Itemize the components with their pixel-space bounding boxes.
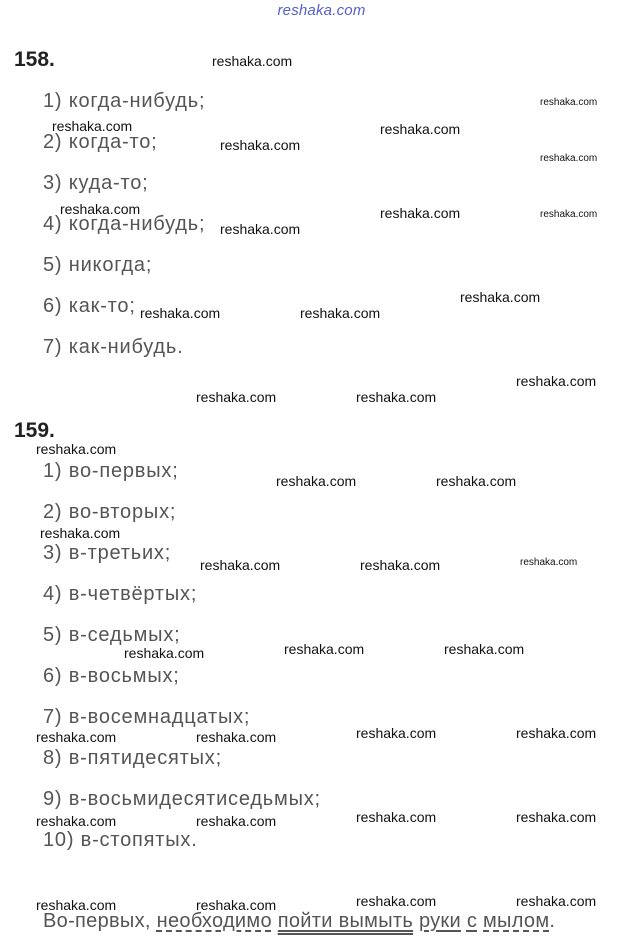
watermark: reshaka.com xyxy=(52,118,133,134)
sentence-adverbial-soap: мылом xyxy=(483,910,550,932)
watermark: reshaka.com xyxy=(540,97,598,108)
task158-item-5: 5) никогда; xyxy=(43,254,153,276)
task159-item-2: 2) во-вторых; xyxy=(43,501,177,523)
task159-item-9: 9) в-восьмидесятиседьмых; xyxy=(43,788,321,810)
sentence-predicate-modal: необходимо xyxy=(156,910,272,932)
watermark: reshaka.com xyxy=(356,893,437,909)
watermark: reshaka.com xyxy=(380,205,461,221)
task159-item-5: 5) в-седьмых; xyxy=(43,624,181,646)
sentence-preposition: с xyxy=(466,910,478,932)
watermark: reshaka.com xyxy=(40,525,121,541)
watermark: reshaka.com xyxy=(196,729,277,745)
watermark: reshaka.com xyxy=(220,137,301,153)
sentence-object-hands: руки xyxy=(418,910,461,932)
watermark: reshaka.com xyxy=(220,221,301,237)
watermark: reshaka.com xyxy=(516,893,597,909)
sentence-predicate-verbs: пойти вымыть xyxy=(277,910,414,932)
task159-item-8: 8) в-пятидесятых; xyxy=(43,747,222,769)
watermark: reshaka.com xyxy=(300,305,381,321)
task159-item-4: 4) в-четвёртых; xyxy=(43,583,198,605)
watermark: reshaka.com xyxy=(516,809,597,825)
watermark: reshaka.com xyxy=(444,641,525,657)
task-number-158: 158. xyxy=(14,48,55,71)
watermark: reshaka.com xyxy=(196,897,277,913)
watermark: reshaka.com xyxy=(212,53,293,69)
example-sentence xyxy=(43,910,555,933)
watermark: reshaka.com xyxy=(516,373,597,389)
task158-item-3: 3) куда-то; xyxy=(43,172,149,194)
watermark: reshaka.com xyxy=(284,641,365,657)
watermark: reshaka.com xyxy=(276,473,357,489)
watermark: reshaka.com xyxy=(140,305,221,321)
task159-item-3: 3) в-третьих; xyxy=(43,542,172,564)
watermark: reshaka.com xyxy=(460,289,541,305)
watermark: reshaka.com xyxy=(124,645,205,661)
task158-item-4: 4) когда-нибудь; xyxy=(43,213,206,235)
task159-item-7: 7) в-восемнадцатых; xyxy=(43,706,251,728)
watermark: reshaka.com xyxy=(196,389,277,405)
watermark: reshaka.com xyxy=(60,201,141,217)
task158-item-1: 1) когда-нибудь; xyxy=(43,90,206,112)
task159-item-6: 6) в-восьмых; xyxy=(43,665,180,687)
watermark: reshaka.com xyxy=(436,473,517,489)
task-number-159: 159. xyxy=(14,419,55,442)
watermark: reshaka.com xyxy=(356,809,437,825)
watermark: reshaka.com xyxy=(36,813,117,829)
watermark: reshaka.com xyxy=(200,557,281,573)
task158-item-7: 7) как-нибудь. xyxy=(43,336,184,358)
watermark: reshaka.com xyxy=(196,813,277,829)
site-header: reshaka.com xyxy=(277,2,366,19)
watermark: reshaka.com xyxy=(36,729,117,745)
sentence-introductory-word: Во-первых, xyxy=(43,910,157,932)
watermark: reshaka.com xyxy=(36,441,117,457)
watermark: reshaka.com xyxy=(356,725,437,741)
watermark: reshaka.com xyxy=(360,557,441,573)
task158-item-2: 2) когда-то; xyxy=(43,131,158,153)
sentence-period: . xyxy=(549,910,556,932)
watermark: reshaka.com xyxy=(540,153,598,164)
watermark: reshaka.com xyxy=(520,557,578,568)
task159-item-10: 10) в-стопятых. xyxy=(43,829,198,851)
watermark: reshaka.com xyxy=(540,209,598,220)
watermark: reshaka.com xyxy=(380,121,461,137)
task159-item-1: 1) во-первых; xyxy=(43,460,179,482)
watermark: reshaka.com xyxy=(36,897,117,913)
watermark: reshaka.com xyxy=(516,725,597,741)
task158-item-6: 6) как-то; xyxy=(43,295,136,317)
watermark: reshaka.com xyxy=(356,389,437,405)
